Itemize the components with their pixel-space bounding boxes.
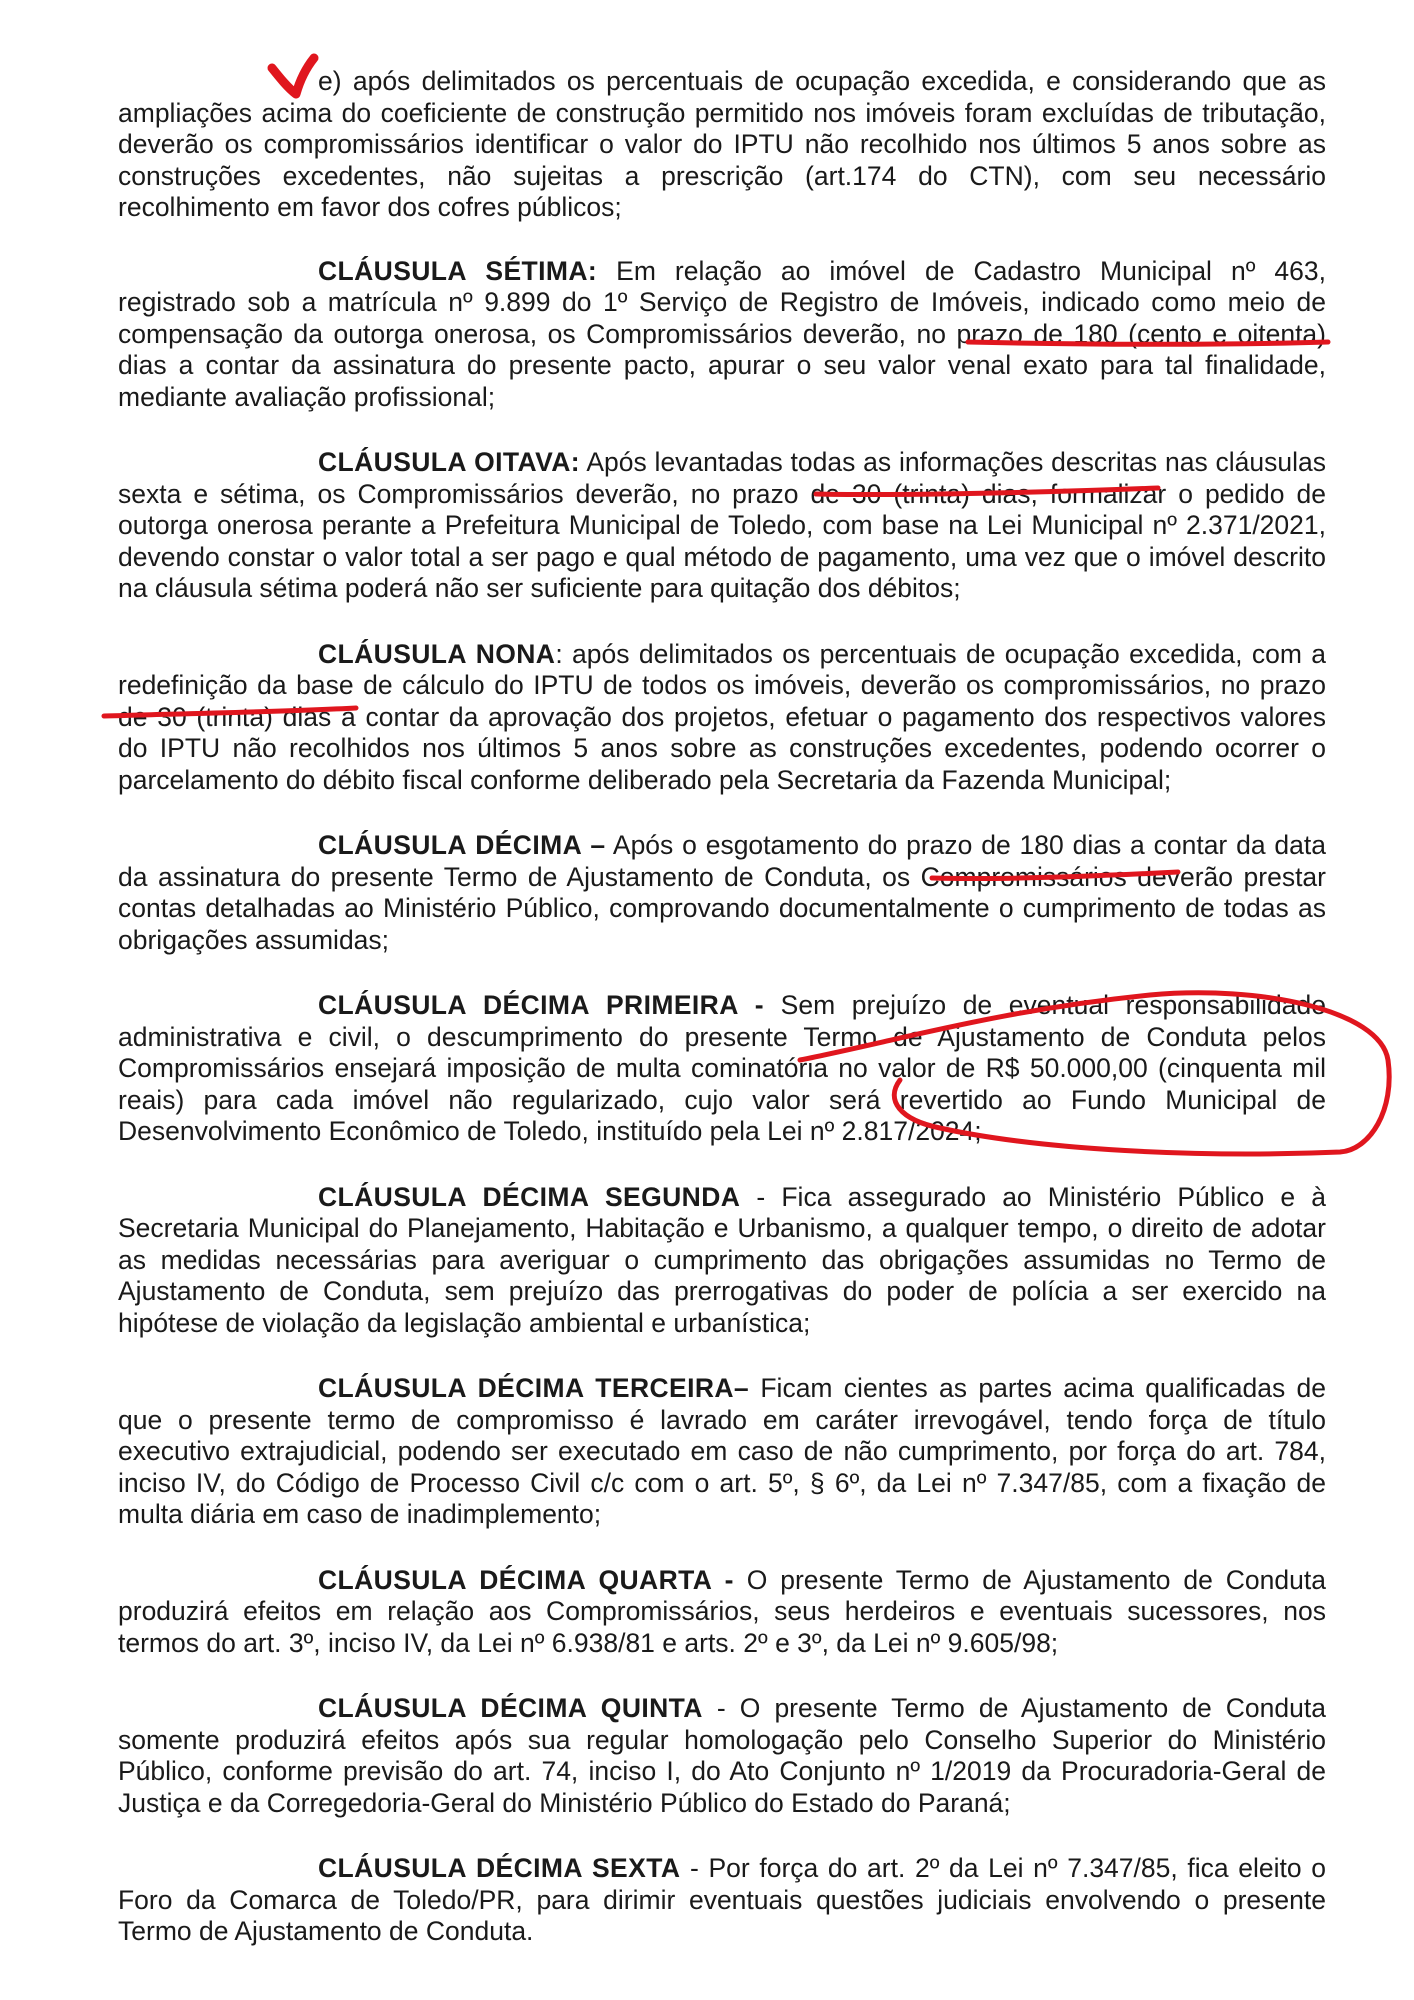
clause-text: Após levantadas todas as informações descritas nas cláusulas sexta e sétima, os Compromissários deverão, no prazo de 30 (trinta) dias, formalizar o pedido de outorga onerosa perante a Prefeitura Municipal de Toledo, com base na Lei Municipal nº 2.371/2021, devendo constar o valor total a ser pago e qual método de pagamento, uma vez que o imóvel descrito na cláusula sétima poderá não ser suficiente para quitação dos débitos; <box>118 447 1326 603</box>
clause-title: CLÁUSULA DÉCIMA QUARTA - <box>318 1564 734 1595</box>
clause-text: - Fica assegurado ao Ministério Público e à Secretaria Municipal do Planejamento, Habitação e Urbanismo, a qualquer tempo, o direito de adotar as medidas necessárias para averiguar o cumprimento das obrigações assumidas no Termo de Ajustamento de Conduta, sem prejuízo das prerrogativas do poder de polícia a ser exercido na hipótese de violação da legislação ambiental e urbanística; <box>118 1181 1326 1338</box>
clause-title: CLÁUSULA OITAVA: <box>318 447 580 477</box>
clause-title: CLÁUSULA NONA <box>318 638 556 669</box>
clause-oitava <box>118 447 1326 605</box>
clause-text: : após delimitados os percentuais de ocupação excedida, com a redefinição da base de cálculo do IPTU de todos os imóveis, deverão os compromissários, no prazo de 30 (trinta) dias a contar da aprovação dos projetos, efetuar o pagamento dos respectivos valores do IPTU não recolhidos nos últimos 5 anos sobre as construções excedentes, podendo ocorrer o parcelamento do débito fiscal conforme deliberado pela Secretaria da Fazenda Municipal; <box>118 638 1327 795</box>
clause-text: Em relação ao imóvel de Cadastro Municipal nº 463, registrado sob a matrícula nº 9.899 do 1º Serviço de Registro de Imóveis, indicado como meio de compensação da outorga onerosa, os Compromissários deverão, no prazo de 180 (cento e oitenta) dias a contar da assinatura do presente pacto, apurar o seu valor venal exato para tal finalidade, mediante avaliação profissional; <box>118 255 1326 412</box>
clause-decima-quarta <box>118 1565 1326 1660</box>
clause-decima-segunda <box>118 1182 1326 1340</box>
item-e-paragraph: e) após delimitados os percentuais de ocupação excedida, e considerando que as ampliações acima do coeficiente de construção permitido nos imóveis foram excluídas de tributação, deverão os compromissários identificar o valor do IPTU não recolhido nos últimos 5 anos sobre as construções excedentes, não sujeitas a prescrição (art.174 do CTN), com seu necessário recolhimento em favor dos cofres públicos; <box>118 66 1326 222</box>
clause-title: CLÁUSULA DÉCIMA – <box>318 830 606 860</box>
clause-decima-primeira <box>118 990 1326 1148</box>
clause-text: Sem prejuízo de eventual responsabilidade administrativa e civil, o descumprimento do presente Termo de Ajustamento de Conduta pelos Compromissários ensejará imposição de multa cominatória no valor de R$ 50.000,00 (cinquenta mil reais) para cada imóvel não regularizado, cujo valor será revertido ao Fundo Municipal de Desenvolvimento Econômico de Toledo, instituído pela Lei nº 2.817/2024; <box>118 990 1326 1146</box>
clause-title: CLÁUSULA DÉCIMA QUINTA <box>318 1693 703 1723</box>
clause-title: CLÁUSULA SÉTIMA: <box>318 255 598 286</box>
document-body <box>118 66 1326 1982</box>
clause-decima-sexta <box>118 1853 1326 1948</box>
clause-setima <box>118 256 1326 414</box>
clause-decima-quinta <box>118 1693 1326 1819</box>
clause-text: Ficam cientes as partes acima qualificadas de que o presente termo de compromisso é lavrado em caráter irrevogável, tendo força de título executivo extrajudicial, podendo ser executado em caso de não cumprimento, por força do art. 784, inciso IV, do Código de Processo Civil c/c com o art. 5º, § 6º, da Lei nº 7.347/85, com a fixação de multa diária em caso de inadimplemento; <box>118 1373 1326 1529</box>
clause-title: CLÁUSULA DÉCIMA SEGUNDA <box>318 1181 741 1212</box>
clause-title: CLÁUSULA DÉCIMA PRIMEIRA - <box>318 990 765 1020</box>
clause-title: CLÁUSULA DÉCIMA SEXTA <box>318 1853 681 1883</box>
clause-text: - Por força do art. 2º da Lei nº 7.347/85, fica eleito o Foro da Comarca de Toledo/PR, para dirimir eventuais questões judiciais envolvendo o presente Termo de Ajustamento de Conduta. <box>118 1853 1326 1946</box>
clause-text: O presente Termo de Ajustamento de Conduta produzirá efeitos em relação aos Compromissários, seus herdeiros e eventuais sucessores, nos termos do art. 3º, inciso IV, da Lei nº 6.938/81 e arts. 2º e 3º, da Lei nº 9.605/98; <box>118 1564 1326 1658</box>
clause-title: CLÁUSULA DÉCIMA TERCEIRA– <box>318 1373 750 1403</box>
clause-text: - O presente Termo de Ajustamento de Conduta somente produzirá efeitos após sua regular homologação pelo Conselho Superior do Ministério Público, conforme previsão do art. 74, inciso I, do Ato Conjunto nº 1/2019 da Procuradoria-Geral de Justiça e da Corregedoria-Geral do Ministério Público do Estado do Paraná; <box>118 1693 1326 1818</box>
clause-text: Após o esgotamento do prazo de 180 dias a contar da data da assinatura do presente Termo de Ajustamento de Conduta, os Compromissários deverão prestar contas detalhadas ao Ministério Público, comprovando documentalmente o cumprimento de todas as obrigações assumidas; <box>118 830 1326 955</box>
clause-decima <box>118 830 1326 956</box>
clause-decima-terceira <box>118 1373 1326 1531</box>
clause-nona <box>118 639 1326 797</box>
